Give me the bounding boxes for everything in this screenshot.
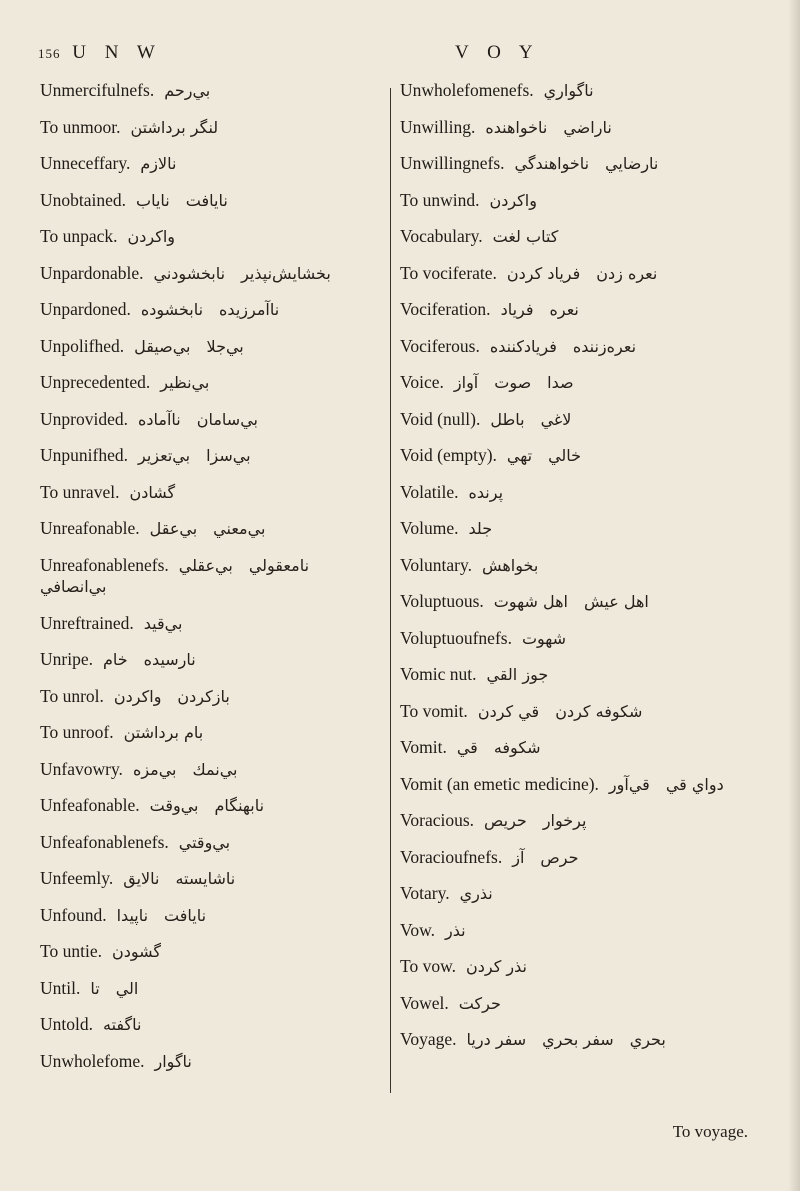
dictionary-entry [400,263,775,285]
arabic-gloss: نذر [445,920,466,940]
arabic-gloss: بي‌قيد [143,613,183,633]
arabic-gloss: بي‌وقت [149,796,199,815]
headword: Vociferous. [400,335,480,356]
dictionary-entry [400,518,775,540]
headword: Voice. [400,372,444,392]
arabic-gloss: نالازم [140,154,177,173]
arabic-gloss: تا [90,978,100,998]
arabic-gloss: تهي [506,446,533,465]
arabic-gloss: ناياب [136,190,170,210]
headword: Unfeafonable. [40,795,140,815]
headword: Unpardoned. [40,299,131,319]
headword: To unroof. [40,722,114,742]
arabic-gloss: آواز [453,373,479,392]
dictionary-entry [40,905,385,927]
arabic-gloss: قي كردن [477,701,540,721]
arabic-gloss: ناآماده [137,409,181,429]
dictionary-entry [400,153,775,175]
dictionary-entry [40,832,385,854]
page-edge-shadow [788,0,800,1191]
headword: To untie. [40,941,102,961]
dictionary-entry [40,336,385,358]
headword: To vociferate. [400,262,497,283]
dictionary-entry [40,153,385,175]
headword: To unwind. [400,189,480,210]
arabic-gloss: ناگوار [154,1051,192,1071]
arabic-gloss: بي‌نمك [192,759,238,779]
headword: Voracious. [400,810,475,830]
headword: Volatile. [400,481,459,502]
arabic-gloss: نايافت [185,190,228,210]
dictionary-entry [400,117,775,139]
headword: Unfound. [40,904,107,925]
dictionary-entry [400,774,775,796]
dictionary-entry [400,920,775,942]
headword: Unreftrained. [40,612,134,633]
arabic-gloss: پرخوار [542,811,587,830]
running-head-right: V O Y [455,42,540,63]
arabic-gloss: واكردن [113,686,162,706]
headword: Unobtained. [40,189,127,210]
arabic-gloss: سفر دريا [466,1030,527,1049]
dictionary-entry [40,941,385,963]
arabic-gloss: ناآمرزيده [219,300,280,319]
dictionary-entry [40,1014,385,1036]
dictionary-entry [40,482,385,504]
headword: To unravel. [40,481,120,502]
arabic-gloss: لاغي [540,409,572,429]
headword: Unprecedented. [40,372,151,392]
arabic-gloss: نارضايي [605,154,659,173]
arabic-gloss: نعره‌زننده [572,336,637,356]
arabic-gloss: دواي قي [665,774,724,794]
dictionary-entry [400,701,775,723]
arabic-gloss: بازكردن [177,686,230,706]
headword: Voluptuoufnefs. [400,627,512,648]
headword: Vow. [400,919,436,940]
arabic-gloss: ناپيدا [116,905,149,925]
headword: Unreafonable. [40,518,140,538]
headword: Unpolifhed. [40,335,125,356]
dictionary-entry [400,847,775,869]
dictionary-entry [400,372,775,394]
dictionary-entry [400,299,775,321]
headword: Unripe. [40,649,93,669]
headword: To vow. [400,956,456,976]
headword: Until. [40,977,81,998]
dictionary-entry [40,117,385,139]
headword: To vomit. [400,700,468,721]
dictionary-entry [40,409,385,431]
arabic-gloss: سفر بحري [542,1030,614,1049]
dictionary-entry [40,613,385,635]
arabic-gloss: بخشايش‌نپذير [241,263,331,283]
dictionary-entry [400,664,775,686]
arabic-gloss: خالي [548,446,582,465]
arabic-gloss: قي [456,738,478,757]
headword: Unpunifhed. [40,445,128,465]
dictionary-entry [400,1029,775,1051]
headword: Unfeafonablenefs. [40,831,169,852]
arabic-gloss: نابخشودني [153,263,226,283]
dictionary-entry [400,993,775,1015]
arabic-gloss: صوت [494,373,532,392]
dictionary-entry [40,978,385,1000]
arabic-gloss: قي‌آور [608,774,650,794]
dictionary-entry [40,686,385,708]
arabic-gloss: بي‌مزه [132,759,177,779]
arabic-gloss: بي‌تعزير [137,446,191,465]
headword: Unprovided. [40,408,128,429]
arabic-gloss: حرص [540,847,579,867]
right-column [400,80,775,1066]
dictionary-entry [400,628,775,650]
headword: Unwholefomenefs. [400,80,534,100]
headword: Unreafonablenefs. [40,554,169,575]
arabic-gloss: فريادكننده [489,336,557,356]
arabic-gloss: نابخشوده [140,300,204,319]
arabic-gloss: بام برداشتن [123,723,204,742]
arabic-gloss: ناراضي [563,117,612,137]
arabic-gloss: نايافت [164,905,207,925]
arabic-gloss: اهل شهوت [493,592,568,611]
headword: Unwillingnefs. [400,153,505,173]
arabic-gloss: باطل [490,409,525,429]
dictionary-entry [40,226,385,248]
dictionary-entry [400,482,775,504]
headword: Vowel. [400,992,449,1013]
arabic-gloss: شهوت [521,628,567,648]
dictionary-entry [40,518,385,540]
column-divider [390,88,391,1093]
dictionary-entry [40,1051,385,1073]
arabic-gloss: لنگر برداشتن [130,117,219,137]
dictionary-entry [400,591,775,613]
dictionary-entry [400,810,775,832]
dictionary-entry [40,868,385,890]
dictionary-entry [40,80,385,102]
arabic-gloss: نابهنگام [214,796,265,815]
arabic-gloss: صدا [547,373,574,392]
dictionary-entry [400,555,775,577]
headword: Unneceffary. [40,153,131,173]
arabic-gloss: واكردن [127,227,176,246]
dictionary-entry [400,226,775,248]
arabic-gloss: بي‌وقتي [178,832,231,852]
arabic-gloss: نامعقولي [248,555,310,575]
dictionary-entry [40,649,385,671]
headword: Unwilling. [400,116,476,137]
arabic-gloss: بي‌معني [213,519,266,538]
arabic-gloss: بي‌انصافي [40,577,107,596]
arabic-gloss: نذر كردن [465,957,527,976]
arabic-gloss: بي‌سامان [196,409,258,429]
arabic-gloss: خام [102,650,128,669]
arabic-gloss: شكوفه كردن [555,701,643,721]
headword: Voluptuous. [400,591,484,611]
headword: Volume. [400,518,459,538]
headword: Vomit (an emetic medicine). [400,773,599,794]
headword: Void (null). [400,408,481,429]
headword: To unmoor. [40,116,121,137]
headword: Vocabulary. [400,226,483,246]
arabic-gloss: جوز القي [486,665,549,684]
arabic-gloss: واكردن [489,190,537,210]
arabic-gloss: بي‌صيقل [134,336,191,356]
arabic-gloss: نعره [549,300,579,319]
dictionary-entry [400,883,775,905]
headword: Unmercifulnefs. [40,80,155,100]
page-number: 156 [38,46,61,61]
arabic-gloss: جلد [468,519,493,538]
arabic-gloss: حريص [484,811,527,830]
dictionary-entry [400,409,775,431]
left-column [40,80,385,1087]
dictionary-entry [40,555,385,598]
headword: Unfeemly. [40,868,114,888]
headword: Untold. [40,1014,93,1034]
dictionary-entry [40,372,385,394]
headword: Vomic nut. [400,664,477,684]
running-head-left-text: U N W [72,42,162,63]
arabic-gloss: آز [512,847,525,867]
arabic-gloss: فرياد كردن [506,263,581,283]
arabic-gloss: پرنده [468,482,504,502]
headword: Unwholefome. [40,1050,145,1071]
arabic-gloss: بي‌عقلي [178,555,233,575]
dictionary-entry [40,722,385,744]
arabic-gloss: بي‌جلا [206,336,244,356]
arabic-gloss: نارسيده [143,650,196,669]
headword: Unfavowry. [40,758,123,779]
arabic-gloss: بخواهش [481,555,539,575]
arabic-gloss: بي‌عقل [149,519,198,538]
headword: Votary. [400,883,450,903]
arabic-gloss: حركت [458,993,501,1013]
dictionary-entry [400,190,775,212]
arabic-gloss: اهل عيش [584,592,649,611]
arabic-gloss: الي [115,978,139,998]
dictionary-entry [40,299,385,321]
dictionary-entry [40,190,385,212]
headword: Unpardonable. [40,262,144,283]
dictionary-entry [400,445,775,467]
arabic-gloss: بي‌نظير [160,373,210,392]
arabic-gloss: بي‌رحم [164,81,211,100]
dictionary-entry [40,759,385,781]
arabic-gloss: ناشايسته [175,869,236,888]
headword: Voyage. [400,1029,457,1049]
catchword: To voyage. [672,1122,748,1141]
dictionary-entry [400,336,775,358]
running-head-left [38,42,162,64]
headword: Voluntary. [400,554,472,575]
dictionary-entry [40,263,385,285]
arabic-gloss: شكوفه [493,738,541,757]
arabic-gloss: بحري [629,1030,666,1049]
headword: Voracioufnefs. [400,846,503,867]
headword: Vomit. [400,737,447,757]
arabic-gloss: كتاب لغت [492,227,559,246]
dictionary-entry [400,80,775,102]
arabic-gloss: نالايق [123,869,160,888]
headword: Vociferation. [400,299,491,319]
dictionary-entry [40,795,385,817]
arabic-gloss: گشودن [111,942,161,961]
arabic-gloss: بي‌سزا [206,446,251,465]
headword: To unpack. [40,226,118,246]
dictionary-entry [40,445,385,467]
dictionary-entry [400,956,775,978]
arabic-gloss: نذري [459,884,493,903]
arabic-gloss: گشادن [129,482,176,502]
arabic-gloss: ناگواري [543,81,594,100]
arabic-gloss: فرياد [500,300,534,319]
headword: To unrol. [40,685,104,706]
arabic-gloss: ناگفته [103,1015,142,1034]
arabic-gloss: ناخواهنده [485,117,548,137]
headword: Void (empty). [400,445,497,465]
arabic-gloss: ناخواهندگي [514,154,590,173]
arabic-gloss: نعره زدن [596,263,658,283]
dictionary-entry [400,737,775,759]
